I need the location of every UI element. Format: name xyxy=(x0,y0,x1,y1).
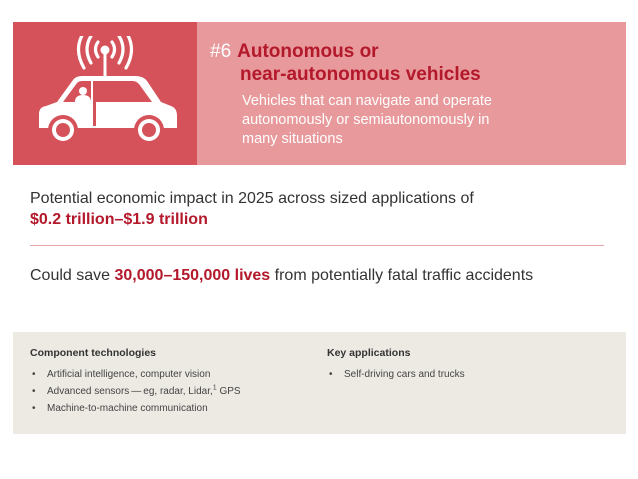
title-line-2: near-autonomous vehicles xyxy=(240,64,481,85)
subtitle-line-1: Vehicles that can navigate and operate xyxy=(242,93,492,109)
bullet: • xyxy=(32,403,36,414)
bullet: • xyxy=(32,386,36,397)
title-text-1: Autonomous or xyxy=(237,41,379,62)
lives-saved xyxy=(30,265,620,286)
subtitle-line-3: many situations xyxy=(242,131,343,147)
impact-value: $0.2 trillion–$1.9 trillion xyxy=(30,211,208,228)
lives-value: 30,000–150,000 lives xyxy=(114,267,271,284)
list-item xyxy=(30,366,310,383)
lives-suffix: from potentially fatal traffic accidents xyxy=(274,267,534,284)
bullet: • xyxy=(32,369,36,380)
bullet: • xyxy=(329,369,333,380)
item-number: #6 xyxy=(210,41,232,62)
list-item-text: Advanced sensors — eg, radar, Lidar, xyxy=(47,386,213,397)
details-panel xyxy=(13,332,626,434)
list-item xyxy=(327,366,607,383)
component-technologies-list xyxy=(30,366,310,417)
list-item xyxy=(30,400,310,417)
key-applications-list xyxy=(327,366,607,383)
list-item-text-after: GPS xyxy=(216,386,241,397)
footnote-marker: 1 xyxy=(212,384,217,392)
lives-prefix: Could save xyxy=(30,267,111,284)
list-item-text: Machine-to-machine communication xyxy=(47,403,208,414)
title-line-1 xyxy=(210,40,610,63)
key-applications-heading: Key applications xyxy=(327,347,411,359)
divider xyxy=(30,245,604,246)
component-technologies-heading: Component technologies xyxy=(30,347,156,359)
subtitle-line-2: autonomously or semiautonomously in xyxy=(242,112,490,128)
economic-impact xyxy=(30,188,620,230)
key-applications xyxy=(327,346,607,383)
subtitle xyxy=(242,92,612,149)
list-item-text: Self-driving cars and trucks xyxy=(344,369,465,380)
title-block xyxy=(210,40,610,86)
icon-box xyxy=(13,22,197,165)
impact-text: Potential economic impact in 2025 across sized applications of xyxy=(30,190,474,207)
autonomous-car-icon xyxy=(29,36,181,154)
header-banner xyxy=(13,22,626,165)
list-item-text: Artificial intelligence, computer vision xyxy=(47,369,211,380)
component-technologies xyxy=(30,346,310,417)
list-item xyxy=(30,383,310,400)
